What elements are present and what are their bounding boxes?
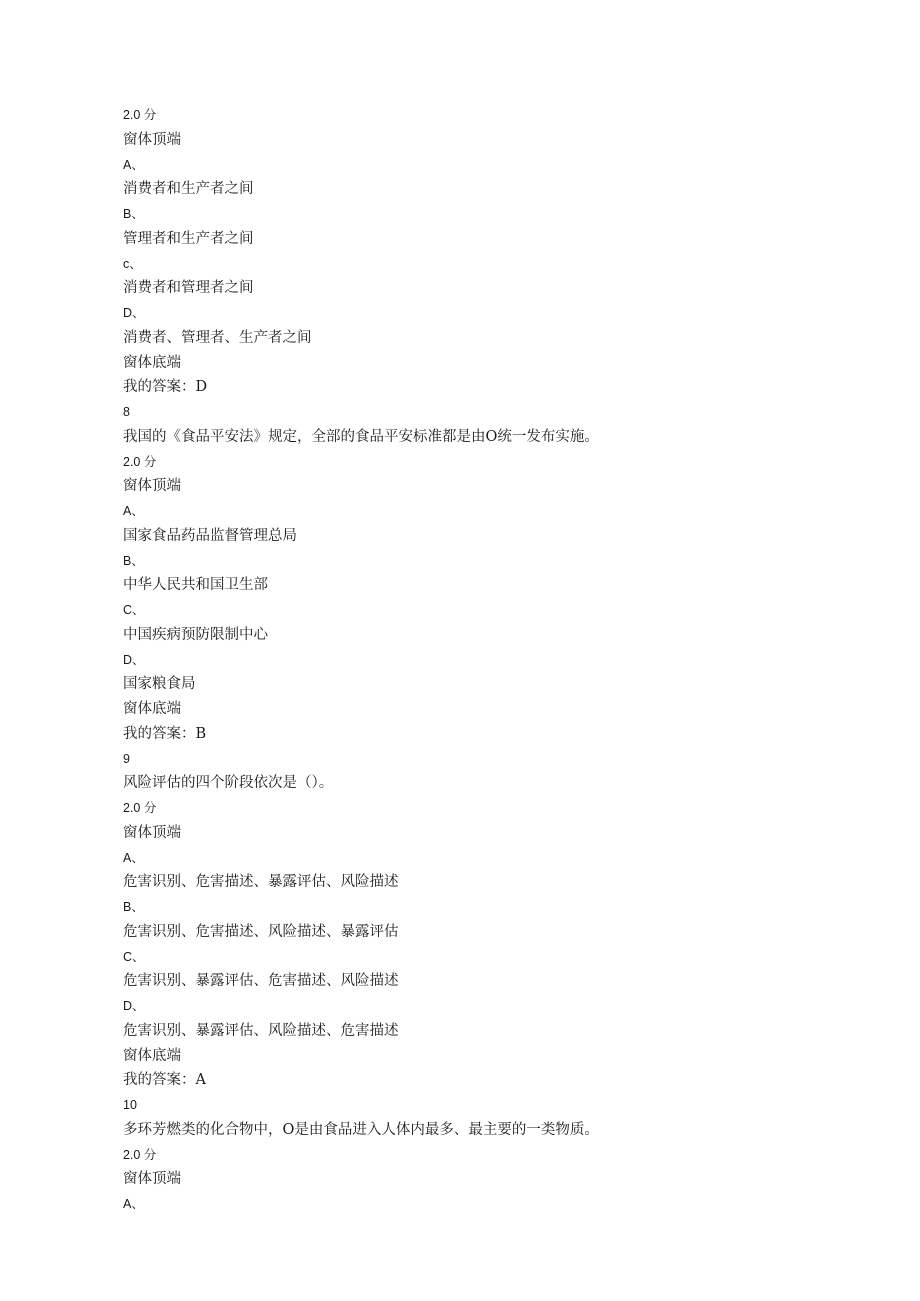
option-letter: B、 (123, 553, 144, 568)
form-top-marker: 窗体顶端 (123, 824, 181, 841)
option-text: 中华人民共和国卫生部 (123, 577, 268, 594)
option-letter: D、 (123, 999, 145, 1013)
option-text: 消费者和管理者之间 (123, 280, 254, 297)
option-text: 国家食品药品监督管理总局 (123, 527, 297, 544)
question-text: 风险评估的四个阶段依次是（）。 (123, 775, 334, 792)
score-label: 2.0 分 (123, 801, 157, 815)
option-letter: B、 (123, 207, 144, 221)
option-text: 中国疾病预防限制中心 (123, 626, 268, 643)
option-letter: C、 (123, 603, 145, 617)
form-top-marker: 窗体顶端 (123, 131, 181, 148)
option-text: 消费者、管理者、生产者之间 (123, 329, 312, 346)
my-answer: 我的答案：D (123, 379, 208, 396)
option-text: 危害识别、暴露评估、风险描述、危害描述 (123, 1022, 399, 1039)
form-bottom-marker: 窗体底端 (123, 1047, 181, 1064)
option-letter: A、 (123, 1197, 144, 1211)
form-top-marker: 窗体顶端 (123, 1171, 181, 1188)
option-letter: A、 (123, 504, 144, 518)
option-text: 危害识别、危害描述、风险描述、暴露评估 (123, 923, 399, 940)
question-text: 多环芳燃类的化合物中，O是由食品进入人体内最多、最主要的一类物质。 (123, 1121, 599, 1138)
question-number: 8 (123, 405, 130, 419)
option-text: 管理者和生产者之间 (123, 230, 254, 247)
form-bottom-marker: 窗体底端 (123, 701, 181, 717)
my-answer: 我的答案：A (123, 1072, 206, 1089)
option-letter: c、 (123, 256, 142, 271)
option-text: 国家粮食局 (123, 676, 196, 693)
option-letter: C、 (123, 949, 145, 964)
option-letter: D、 (123, 652, 145, 667)
score-label: 2.0 分 (123, 108, 157, 122)
option-letter: D、 (123, 306, 145, 320)
option-letter: A、 (123, 850, 144, 865)
score-label: 2.0 分 (123, 454, 157, 469)
form-top-marker: 窗体顶端 (123, 478, 181, 495)
option-text: 危害识别、危害描述、暴露评估、风险描述 (123, 874, 399, 891)
option-text: 危害识别、暴露评估、危害描述、风险描述 (123, 973, 399, 990)
question-number: 9 (123, 751, 130, 766)
score-label: 2.0 分 (123, 1147, 157, 1162)
question-number: 10 (123, 1098, 137, 1112)
document-body (123, 103, 860, 1217)
option-letter: A、 (123, 157, 144, 172)
my-answer: 我的答案：B (123, 725, 207, 742)
option-letter: B、 (123, 900, 144, 914)
option-text: 消费者和生产者之间 (123, 181, 254, 198)
question-text: 我国的《食品平安法》规定，全部的食品平安标准都是由O统一发布实施。 (123, 428, 599, 445)
form-bottom-marker: 窗体底端 (123, 354, 181, 371)
